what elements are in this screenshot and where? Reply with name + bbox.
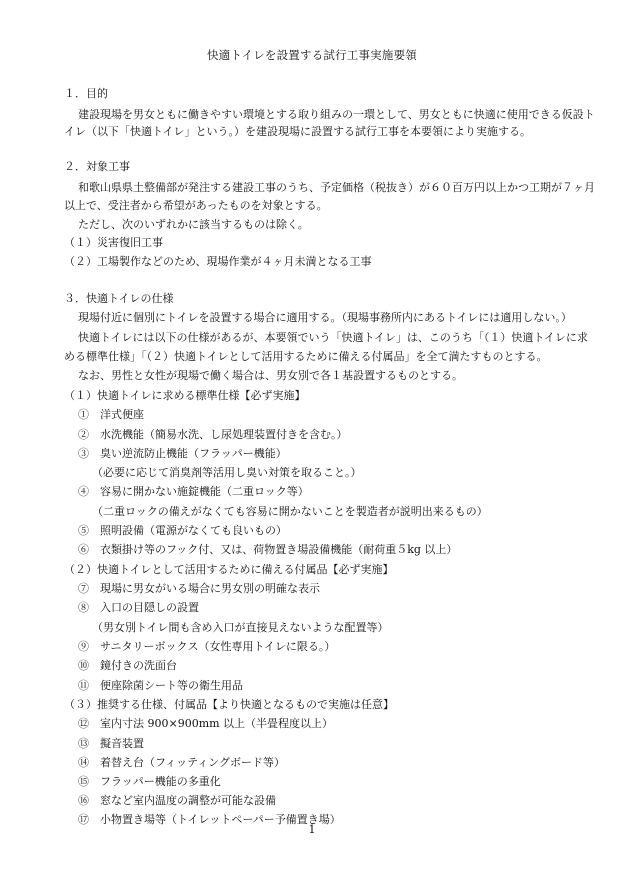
list-item: ⑫ 室内寸法 900×900mm 以上（半畳程度以上） [78, 717, 334, 730]
target-exclusion-1: （１）災害復旧工事 [64, 236, 163, 249]
list-item: ③ 臭い逆流防止機能（フラッパー機能） [78, 447, 287, 460]
section-heading-target: ２．対象工事 [64, 160, 130, 173]
target-line-2: 以上で、受注者から希望があったものを対象とする。 [64, 199, 328, 212]
page-number: 1 [308, 823, 316, 836]
list-item: ⑩ 鏡付きの洗面台 [78, 659, 177, 672]
subsection-heading-recommended: （３）推奨する仕様、付属品【より快適となるもので実施は任意】 [64, 698, 394, 711]
list-item: ⑬ 擬音装置 [78, 737, 144, 750]
list-item-note: （二重ロックの備えがなくても容易に開かないことを製造者が説明出来るもの） [92, 505, 488, 518]
list-item: ⑧ 入口の目隠しの設置 [78, 601, 199, 614]
list-item-note: （男女別トイレ間も含め入口が直接見えないような配置等） [92, 621, 389, 634]
list-item: ⑭ 着替え台（フィッティングボード等） [78, 756, 286, 769]
list-item: ⑯ 窓など室内温度の調整が可能な設備 [78, 794, 276, 807]
list-item: ⑰ 小物置き場等（トイレットペーパー予備置き場） [78, 813, 341, 826]
spec-line-3: める標準仕様」「（２）快適トイレとして活用するために備える付属品」を全て満たすものとする。 [64, 350, 548, 363]
spec-line-2: 快適トイレには以下の仕様があるが、本要領でいう「快適トイレ」は、このうち「（１）快適トイレに求 [78, 331, 588, 344]
list-item: ② 水洗機能（簡易水洗、し尿処理装置付きを含む。） [78, 428, 348, 441]
list-item: ① 洋式便座 [78, 408, 144, 421]
document-title: 快適トイレを設置する試行工事実施要領 [206, 48, 418, 62]
list-item: ⑮ フラッパー機能の多重化 [78, 775, 221, 788]
section-heading-purpose: １．目的 [64, 87, 108, 100]
subsection-heading-accessories: （２）快適トイレとして活用するために備える付属品【必ず実施】 [64, 563, 394, 576]
target-line-1: 和歌山県県土整備部が発注する建設工事のうち、予定価格（税抜き）が６０百万円以上かつ工期が７ヶ月 [78, 181, 595, 194]
purpose-line-2: イレ（以下「快適トイレ」という。）を建設現場に設置する試行工事を本要領により実施する。 [64, 125, 531, 138]
section-heading-spec: ３．快適トイレの仕様 [64, 292, 174, 305]
purpose-line-1: 建設現場を男女ともに働きやすい環境とする取り組みの一環として、男女ともに快適に使用できる仮設ト [78, 108, 595, 121]
list-item: ④ 容易に開かない施錠機能（二重ロック等） [78, 485, 309, 498]
list-item: ⑤ 照明設備（電源がなくても良いもの） [78, 524, 287, 537]
spec-line-1: 現場付近に個別にトイレを設置する場合に適用する。（現場事務所内にあるトイレには適用しない。） [78, 311, 572, 324]
target-exclusion-2: （２）工場製作などのため、現場作業が４ヶ月未満となる工事 [64, 255, 372, 268]
list-item: ⑨ サニタリーボックス（女性専用トイレに限る。） [78, 640, 336, 653]
list-item-note: （必要に応じて消臭剤等活用し臭い対策を取ること。） [92, 466, 362, 479]
list-item: ⑥ 衣類掛け等のフック付、又は、荷物置き場設備機能（耐荷重５kg 以上） [78, 543, 458, 556]
list-item: ⑦ 現場に男女がいる場合に男女別の明確な表示 [78, 582, 320, 595]
target-line-3: ただし、次のいずれかに該当するものは除く。 [78, 218, 309, 231]
spec-line-4: なお、男性と女性が現場で働く場合は、男女別で各１基設置するものとする。 [78, 369, 463, 382]
list-item: ⑪ 便座除菌シート等の衛生用品 [78, 679, 243, 692]
subsection-heading-standard: （１）快適トイレに求める標準仕様【必ず実施】 [64, 389, 306, 402]
